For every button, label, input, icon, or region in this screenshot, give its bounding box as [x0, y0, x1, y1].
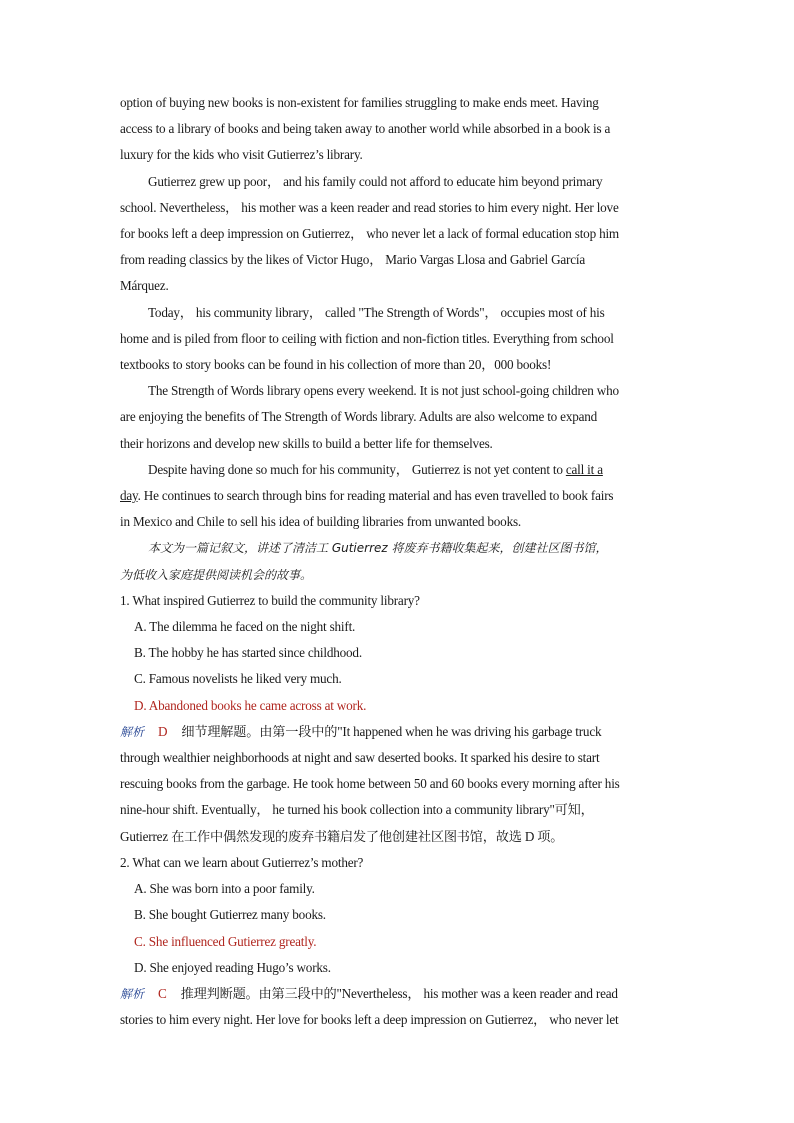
passage-line [120, 483, 680, 509]
analysis-line: Gutierrez 在工作中偶然发现的废弃书籍启发了他创建社区图书馆，故选 D 项。 [120, 828, 564, 844]
analysis-tag: 解析 [120, 986, 145, 1001]
option-d: D. She enjoyed reading Hugo’s works. [134, 959, 331, 975]
passage-line: luxury for the kids who visit Gutierrez’s library. [120, 147, 363, 163]
option-a: A. She was born into a poor family. [134, 881, 315, 897]
passage-line: home and is piled from floor to ceiling with fiction and non-fiction titles. Everything from school [120, 330, 614, 346]
question-stem: 2. What can we learn about Gutierrez’s mother? [120, 854, 364, 870]
analysis-line [120, 981, 680, 1007]
analysis-line: through wealthier neighborhoods at night and saw deserted books. It sparked his desire to start [120, 750, 600, 766]
analysis-text: 推理判断题。由第三段中的"Nevertheless， his mother was a keen reader and read [180, 985, 618, 1001]
passage-line: for books left a deep impression on Gutierrez， who never let a lack of formal education stop him [120, 226, 619, 242]
option-c: C. Famous novelists he liked very much. [134, 671, 342, 687]
passage-text: . He continues to search through bins for reading material and has even travelled to book fairs [137, 488, 614, 504]
passage-line: are enjoying the benefits of The Strength of Words library. Adults are also welcome to expand [120, 409, 598, 425]
passage-line: Today， his community library， called "The Strength of Words"， occupies most of his [148, 304, 605, 320]
analysis-text: 细节理解题。由第一段中的"It happened when he was driving his garbage truck [181, 723, 602, 739]
underlined-phrase: day [120, 488, 138, 504]
passage-line [120, 457, 680, 483]
passage-line: option of buying new books is non-existent for families struggling to make ends meet. Having [120, 95, 599, 110]
document-page [120, 90, 680, 1033]
answer-letter: C [158, 985, 167, 1001]
passage-line: Márquez. [120, 278, 169, 294]
analysis-tag: 解析 [120, 724, 145, 739]
passage-line: textbooks to story books can be found in his collection of more than 20，000 books! [120, 357, 552, 373]
passage-line: in Mexico and Chile to sell his idea of building libraries from unwanted books. [120, 514, 521, 530]
analysis-line: rescuing books from the garbage. He took home between 50 and 60 books every morning after his [120, 776, 620, 792]
passage-line: The Strength of Words library opens every weekend. It is not just school-going children who [148, 383, 619, 399]
option-b: B. She bought Gutierrez many books. [134, 907, 326, 923]
passage-line: access to a library of books and being taken away to another world while absorbed in a book is a [120, 121, 611, 137]
question-stem: 1. What inspired Gutierrez to build the community library? [120, 592, 420, 608]
option-c-correct: C. She influenced Gutierrez greatly. [134, 933, 317, 949]
summary-line: 本文为一篇记叙文，讲述了清洁工 Gutierrez 将废弃书籍收集起来，创建社区图书馆， [148, 541, 608, 556]
summary-line: 为低收入家庭提供阅读机会的故事。 [120, 567, 313, 582]
analysis-line: stories to him every night. Her love for books left a deep impression on Gutierrez， who never let [120, 1012, 619, 1028]
analysis-line [120, 719, 680, 745]
passage-line: school. Nevertheless， his mother was a keen reader and read stories to him every night. Her love [120, 199, 619, 215]
option-a: A. The dilemma he faced on the night shift. [134, 619, 356, 635]
passage-line: Gutierrez grew up poor， and his family could not afford to educate him beyond primary [148, 173, 603, 189]
passage-text: Despite having done so much for his community， Gutierrez is not yet content to [148, 461, 566, 477]
passage-line: their horizons and develop new skills to build a better life for themselves. [120, 435, 493, 451]
underlined-phrase: call it a [565, 461, 603, 477]
option-d-correct: D. Abandoned books he came across at work. [134, 697, 367, 713]
answer-letter: D [158, 723, 168, 739]
passage-line: from reading classics by the likes of Victor Hugo， Mario Vargas Llosa and Gabriel García [120, 252, 586, 268]
analysis-line: nine-hour shift. Eventually， he turned his book collection into a community library"可知， [120, 802, 594, 818]
option-b: B. The hobby he has started since childhood. [134, 645, 362, 661]
